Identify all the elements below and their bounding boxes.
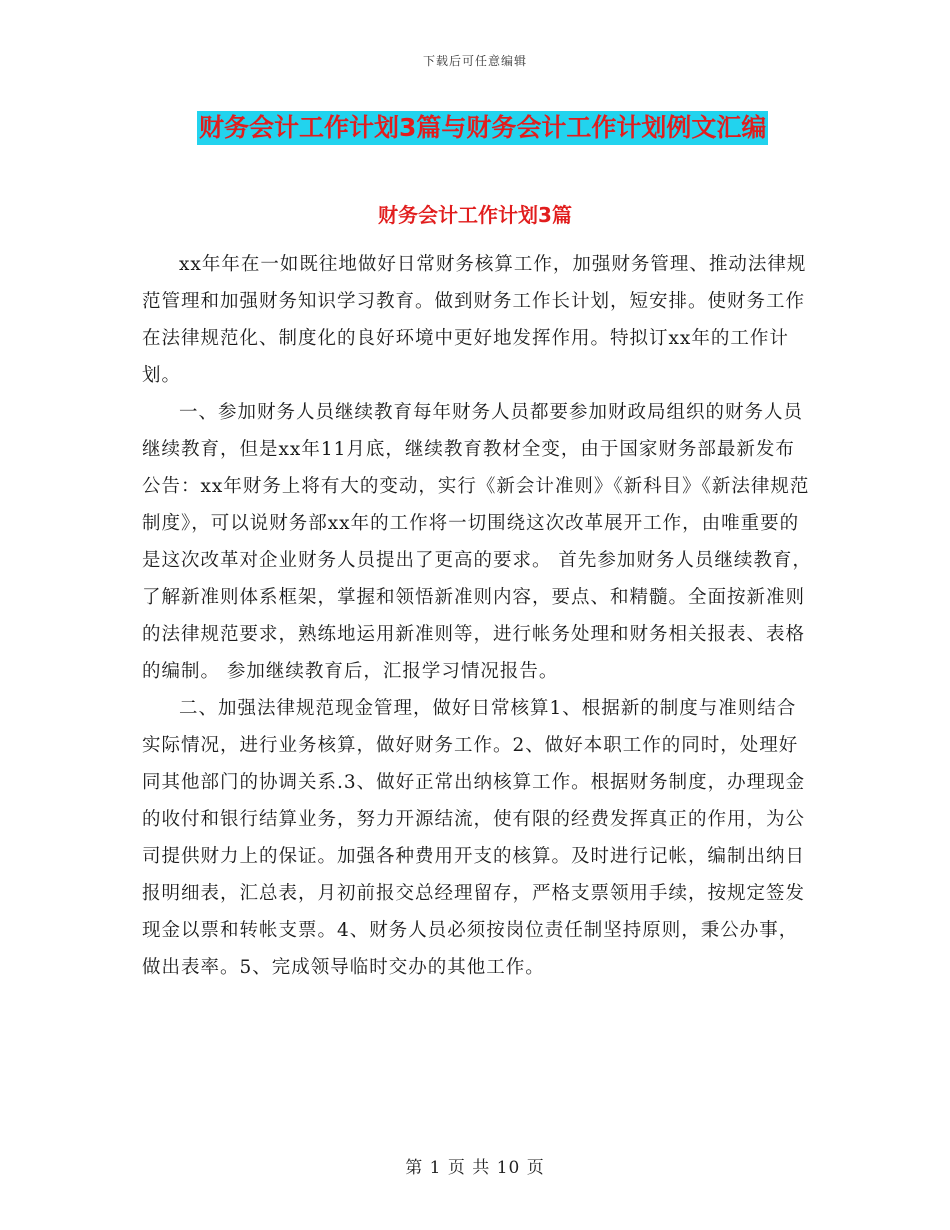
document-body xyxy=(142,246,812,986)
section-title: 财务会计工作计划3篇 xyxy=(378,203,572,227)
paragraph-intro: xx年年在一如既往地做好日常财务核算工作，加强财务管理、推动法律规范管理和加强财务知识学习教育。做到财务工作长计划，短安排。使财务工作在法律规范化、制度化的良好环境中更好地发挥作用。特拟订xx年的工作计划。 xyxy=(142,254,807,386)
header-note: 下载后可任意编辑 xyxy=(422,54,527,68)
page-number-footer: 第 1 页 共 10 页 xyxy=(405,1158,545,1178)
document-title: 财务会计工作计划3篇与财务会计工作计划例文汇编 xyxy=(197,111,768,145)
paragraph-item-1: 一、参加财务人员继续教育每年财务人员都要参加财政局组织的财务人员继续教育，但是xx年11月底，继续教育教材全变，由于国家财务部最新发布公告：xx年财务上将有大的变动，实行《新会计准则》《新科目》《新法律规范制度》，可以说财务部xx年的工作将一切围绕这次改革展开工作，由唯重要的是这次改革对企业财务人员提出了更高的要求。 首先参加财务人员继续教育，了解新准则体系框架，掌握和领悟新准则内容，要点、和精髓。全面按新准则的法律规范要求，熟练地运用新准则等，进行帐务处理和财务相关报表、表格的编制。 参加继续教育后，汇报学习情况报告。 xyxy=(142,402,812,682)
paragraph-item-2: 二、加强法律规范现金管理，做好日常核算1、根据新的制度与准则结合实际情况，进行业务核算，做好财务工作。2、做好本职工作的同时，处理好同其他部门的协调关系.3、做好正常出纳核算工作。根据财务制度，办理现金的收付和银行结算业务，努力开源结流，使有限的经费发挥真正的作用，为公司提供财力上的保证。加强各种费用开支的核算。及时进行记帐，编制出纳日报明细表，汇总表，月初前报交总经理留存，严格支票领用手续，按规定签发现金以票和转帐支票。4、财务人员必须按岗位责任制坚持原则，秉公办事，做出表率。5、完成领导临时交办的其他工作。 xyxy=(142,698,806,978)
